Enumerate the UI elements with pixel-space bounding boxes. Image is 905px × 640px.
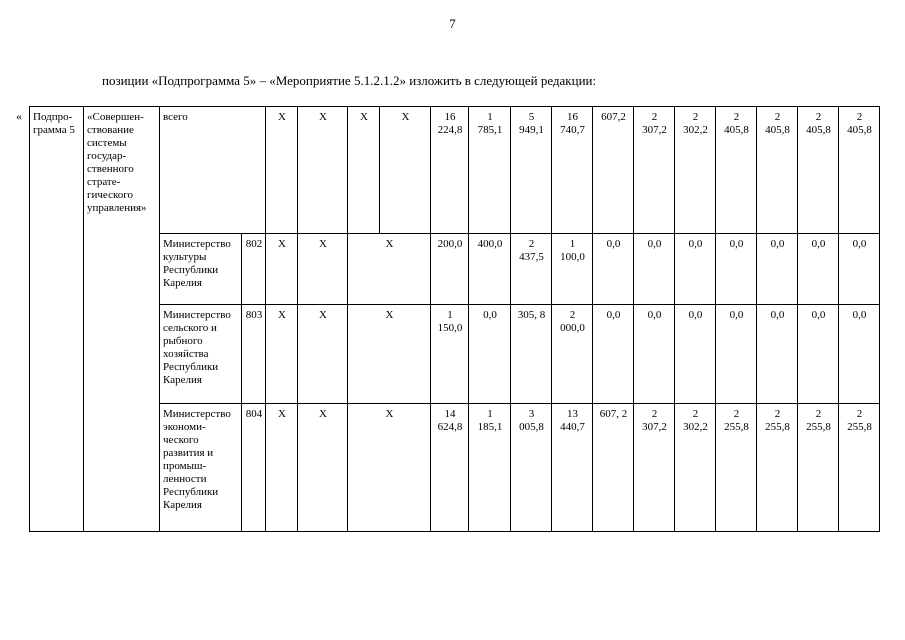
- x-cell: Х: [348, 305, 431, 404]
- executor-cell: всего: [160, 107, 266, 234]
- intro-text: позиции «Подпрограмма 5» – «Мероприятие 5.1.2.1.2» изложить в следующей редакции:: [102, 73, 597, 88]
- value-cell: 2 302,2: [675, 107, 716, 234]
- value-cell: 2 405,8: [757, 107, 798, 234]
- value-cell: 2 405,8: [716, 107, 757, 234]
- opening-quote: «: [16, 109, 22, 123]
- x-cell: Х: [298, 107, 348, 234]
- value-cell: 1 785,1: [469, 107, 511, 234]
- x-cell: Х: [266, 234, 298, 305]
- x-cell: Х: [298, 305, 348, 404]
- value-cell: 13 440,7: [552, 404, 593, 532]
- value-cell: 2 255,8: [757, 404, 798, 532]
- value-cell: 2 255,8: [839, 404, 880, 532]
- value-cell: 0,0: [757, 305, 798, 404]
- value-cell: 1 150,0: [431, 305, 469, 404]
- code-cell: 802: [242, 234, 266, 305]
- value-cell: 0,0: [757, 234, 798, 305]
- value-cell: 0,0: [634, 234, 675, 305]
- value-cell: 0,0: [716, 305, 757, 404]
- executor-cell: Министерство культуры Республики Карелия: [160, 234, 242, 305]
- value-cell: 2 307,2: [634, 404, 675, 532]
- value-cell: 0,0: [634, 305, 675, 404]
- table-row: [30, 107, 880, 234]
- x-cell: Х: [266, 404, 298, 532]
- value-cell: 0,0: [675, 305, 716, 404]
- value-cell: 2 405,8: [839, 107, 880, 234]
- x-cell: Х: [266, 305, 298, 404]
- value-cell: 2 000,0: [552, 305, 593, 404]
- x-cell: Х: [380, 107, 431, 234]
- page-number: 7: [449, 16, 456, 31]
- code-cell: 804: [242, 404, 266, 532]
- value-cell: 1 185,1: [469, 404, 511, 532]
- value-cell: 2 405,8: [798, 107, 839, 234]
- value-cell: 400,0: [469, 234, 511, 305]
- executor-cell: Министерство сельского и рыбного хозяйства Республики Карелия: [160, 305, 242, 404]
- value-cell: 305, 8: [511, 305, 552, 404]
- value-cell: 2 255,8: [798, 404, 839, 532]
- value-cell: 200,0: [431, 234, 469, 305]
- value-cell: 0,0: [593, 305, 634, 404]
- value-cell: 0,0: [593, 234, 634, 305]
- program-name-cell: Подпро- грамма 5: [30, 107, 84, 532]
- budget-table: [29, 106, 880, 532]
- value-cell: 2 255,8: [716, 404, 757, 532]
- x-cell: Х: [298, 404, 348, 532]
- value-cell: 16 740,7: [552, 107, 593, 234]
- x-cell: Х: [348, 404, 431, 532]
- value-cell: 1 100,0: [552, 234, 593, 305]
- value-cell: 607, 2: [593, 404, 634, 532]
- value-cell: 14 624,8: [431, 404, 469, 532]
- value-cell: 0,0: [798, 305, 839, 404]
- x-cell: Х: [298, 234, 348, 305]
- value-cell: 0,0: [839, 305, 880, 404]
- value-cell: 0,0: [469, 305, 511, 404]
- value-cell: 0,0: [716, 234, 757, 305]
- x-cell: Х: [348, 234, 431, 305]
- value-cell: 0,0: [839, 234, 880, 305]
- value-cell: 2 307,2: [634, 107, 675, 234]
- measure-name-cell: «Совершен- ствование системы государ- ственного страте- гического управления»: [84, 107, 160, 532]
- value-cell: 2 302,2: [675, 404, 716, 532]
- value-cell: 0,0: [675, 234, 716, 305]
- value-cell: 3 005,8: [511, 404, 552, 532]
- code-cell: 803: [242, 305, 266, 404]
- x-cell: Х: [348, 107, 380, 234]
- x-cell: Х: [266, 107, 298, 234]
- value-cell: 16 224,8: [431, 107, 469, 234]
- value-cell: 607,2: [593, 107, 634, 234]
- value-cell: 5 949,1: [511, 107, 552, 234]
- executor-cell: Министерство экономи- ческого развития и промыш- ленности Республики Карелия: [160, 404, 242, 532]
- value-cell: 0,0: [798, 234, 839, 305]
- value-cell: 2 437,5: [511, 234, 552, 305]
